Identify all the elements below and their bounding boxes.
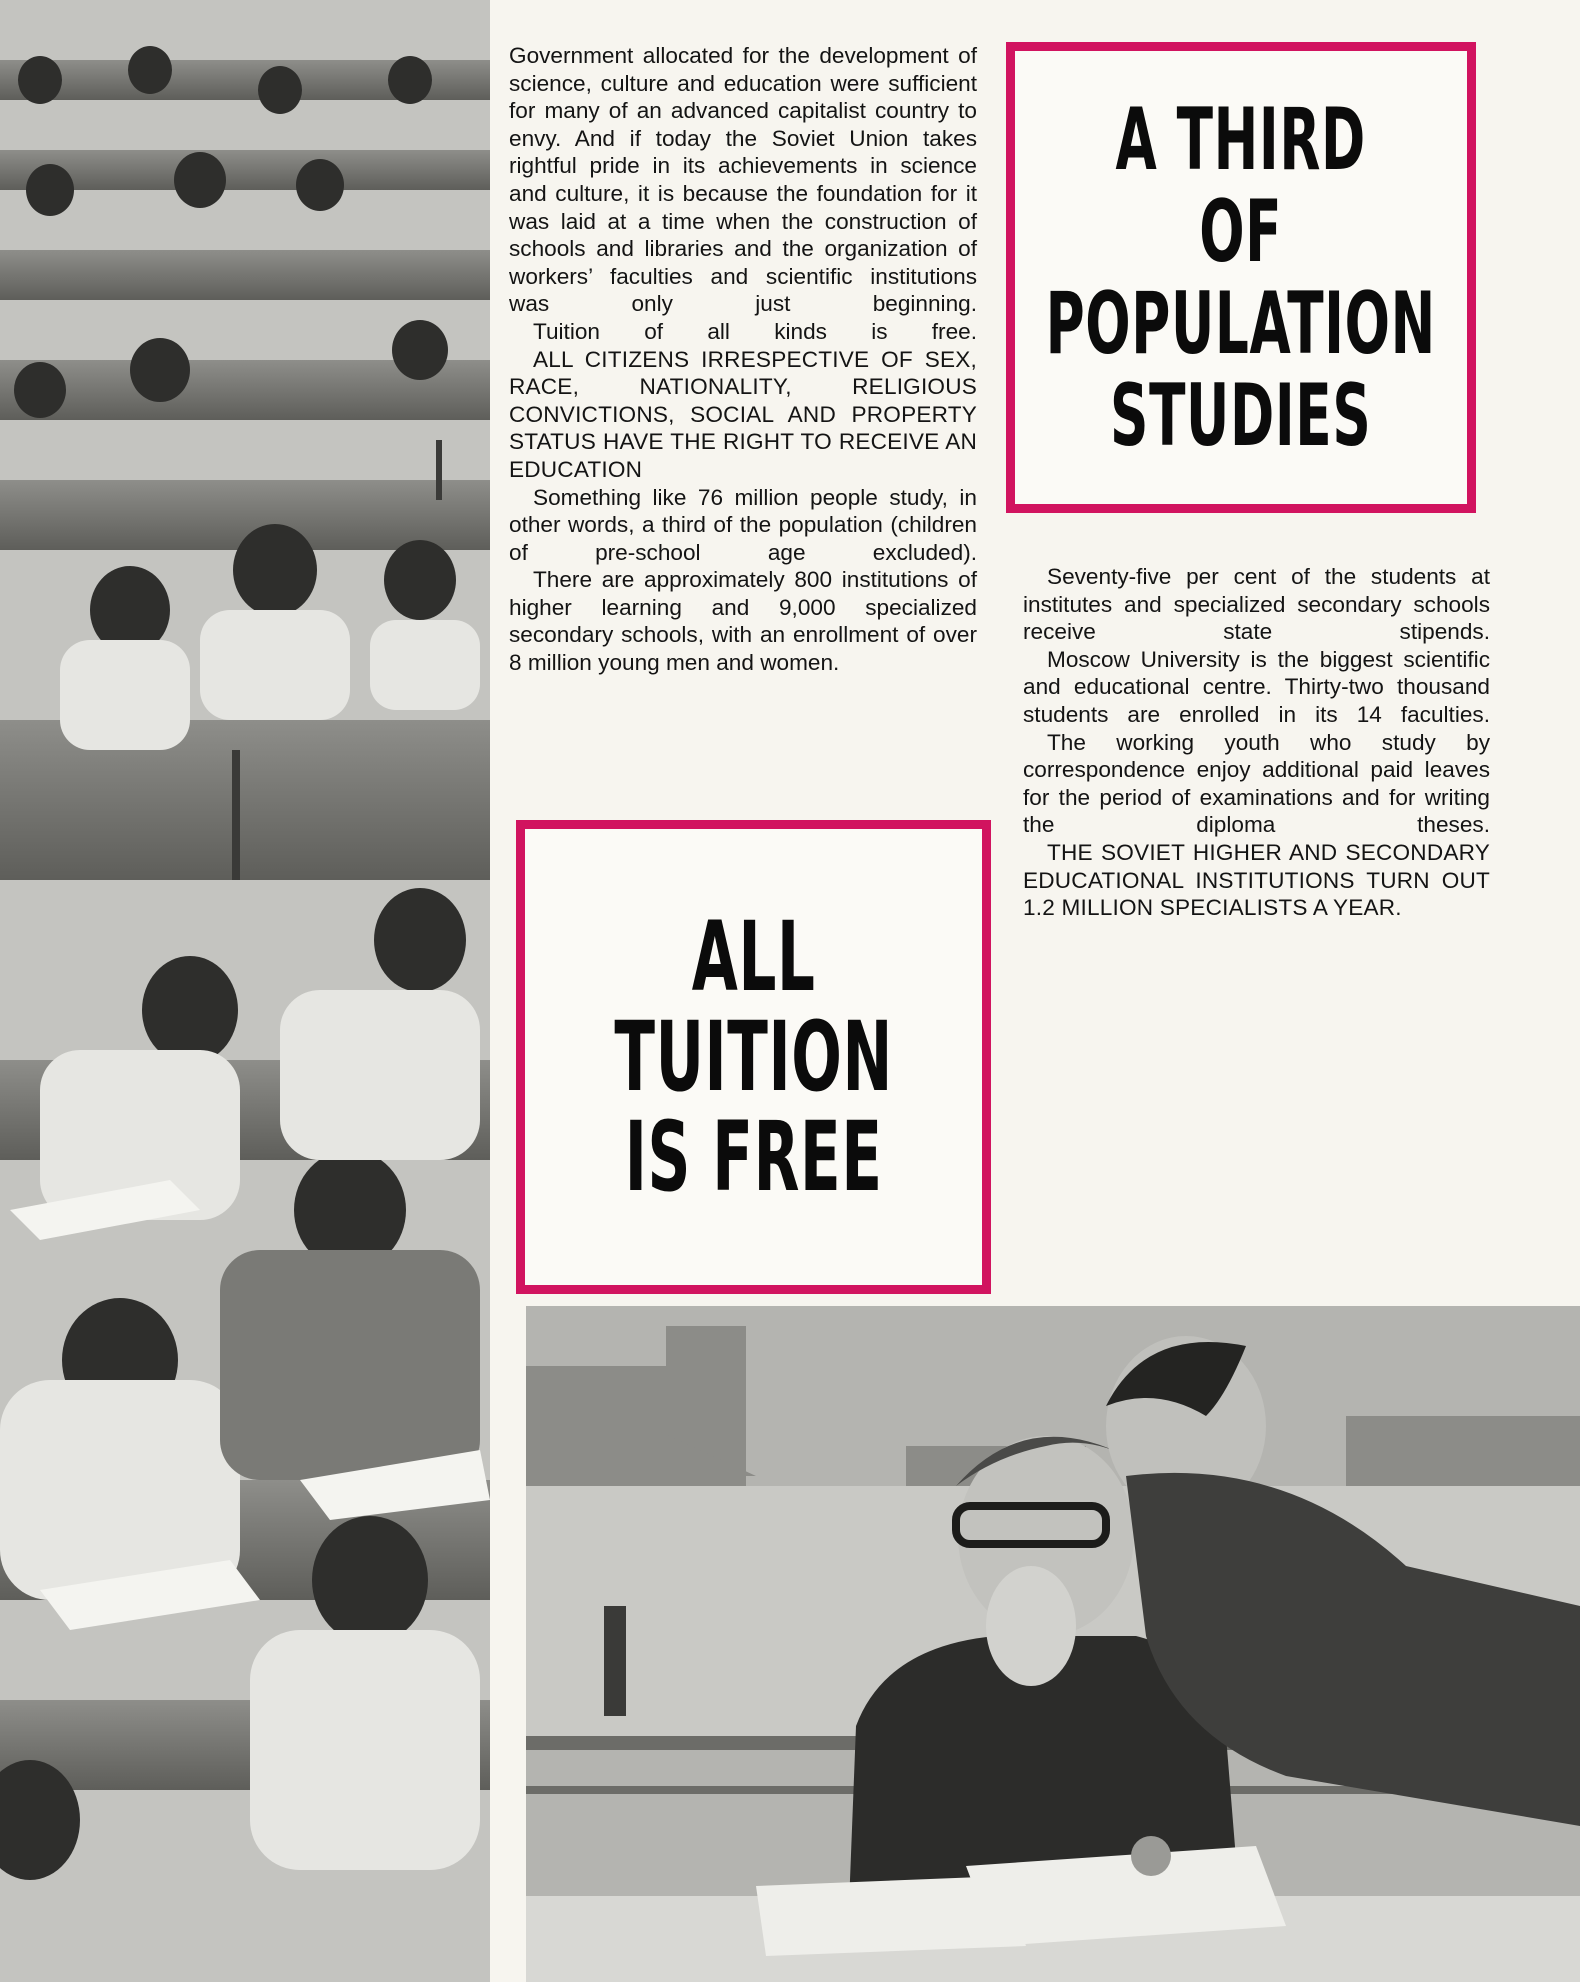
headline-line: POPULATION	[1045, 273, 1437, 374]
headline-third-of-population	[1045, 89, 1437, 466]
headline-line: ALL	[691, 901, 816, 1013]
headline-line: IS FREE	[624, 1101, 883, 1213]
paragraph-stipends: Seventy-five per cent of the students at institutes and specialized secondary schools receive state stipends.	[1023, 564, 1490, 645]
paragraph-development: Government allocated for the development of science, culture and education were sufficient for many of an advanced capitalist country to envy. And if today the Soviet Union takes rightful pride in its achievements in science and culture, it is because the foundation for it was laid at a time when the construction of schools and libraries and the organization of workers’ faculties and scientific institutions was only just beginning.	[509, 43, 977, 317]
headline-box-tuition-free	[516, 820, 991, 1294]
headline-line: STUDIES	[1110, 365, 1372, 466]
lecture-hall-photo	[0, 0, 490, 1982]
paragraph-institutions: There are approximately 800 institutions of higher learning and 9,000 specialized secondary schools, with an enrollment of over 8 million young men and women.	[509, 567, 977, 676]
paragraph-specialists: THE SOVIET HIGHER AND SECONDARY EDUCATIONAL INSTITUTIONS TURN OUT 1.2 MILLION SPECIALISTS A YEAR.	[1023, 839, 1490, 921]
paragraph-right-to-education: ALL CITIZENS IRRESPECTIVE OF SEX, RACE, NATIONALITY, RELIGIOUS CONVICTIONS, SOCIAL AND PROPERTY STATUS HAVE THE RIGHT TO RECEIVE AN EDUCATION	[509, 346, 977, 482]
headline-line: OF	[1199, 181, 1283, 282]
headline-box-third-of-population	[1006, 42, 1476, 513]
headline-line: A THIRD	[1115, 89, 1367, 190]
article-column-right	[1023, 563, 1490, 922]
article-column-left	[509, 42, 977, 677]
paragraph-moscow-university: Moscow University is the biggest scientific and educational centre. Thirty-two thousand students are enrolled in its 14 faculties.	[1023, 646, 1490, 727]
headline-line: TUITION	[614, 1001, 893, 1113]
headline-tuition-free	[614, 901, 893, 1213]
students-conversation-photo	[526, 1306, 1580, 1982]
paragraph-correspondence: The working youth who study by correspondence enjoy additional paid leaves for the period of examinations and for writing the diploma theses.	[1023, 729, 1490, 838]
paragraph-tuition-free: Tuition of all kinds is free.	[533, 318, 977, 344]
paragraph-76-million: Something like 76 million people study, in other words, a third of the population (children of pre-school age excluded).	[509, 484, 977, 565]
